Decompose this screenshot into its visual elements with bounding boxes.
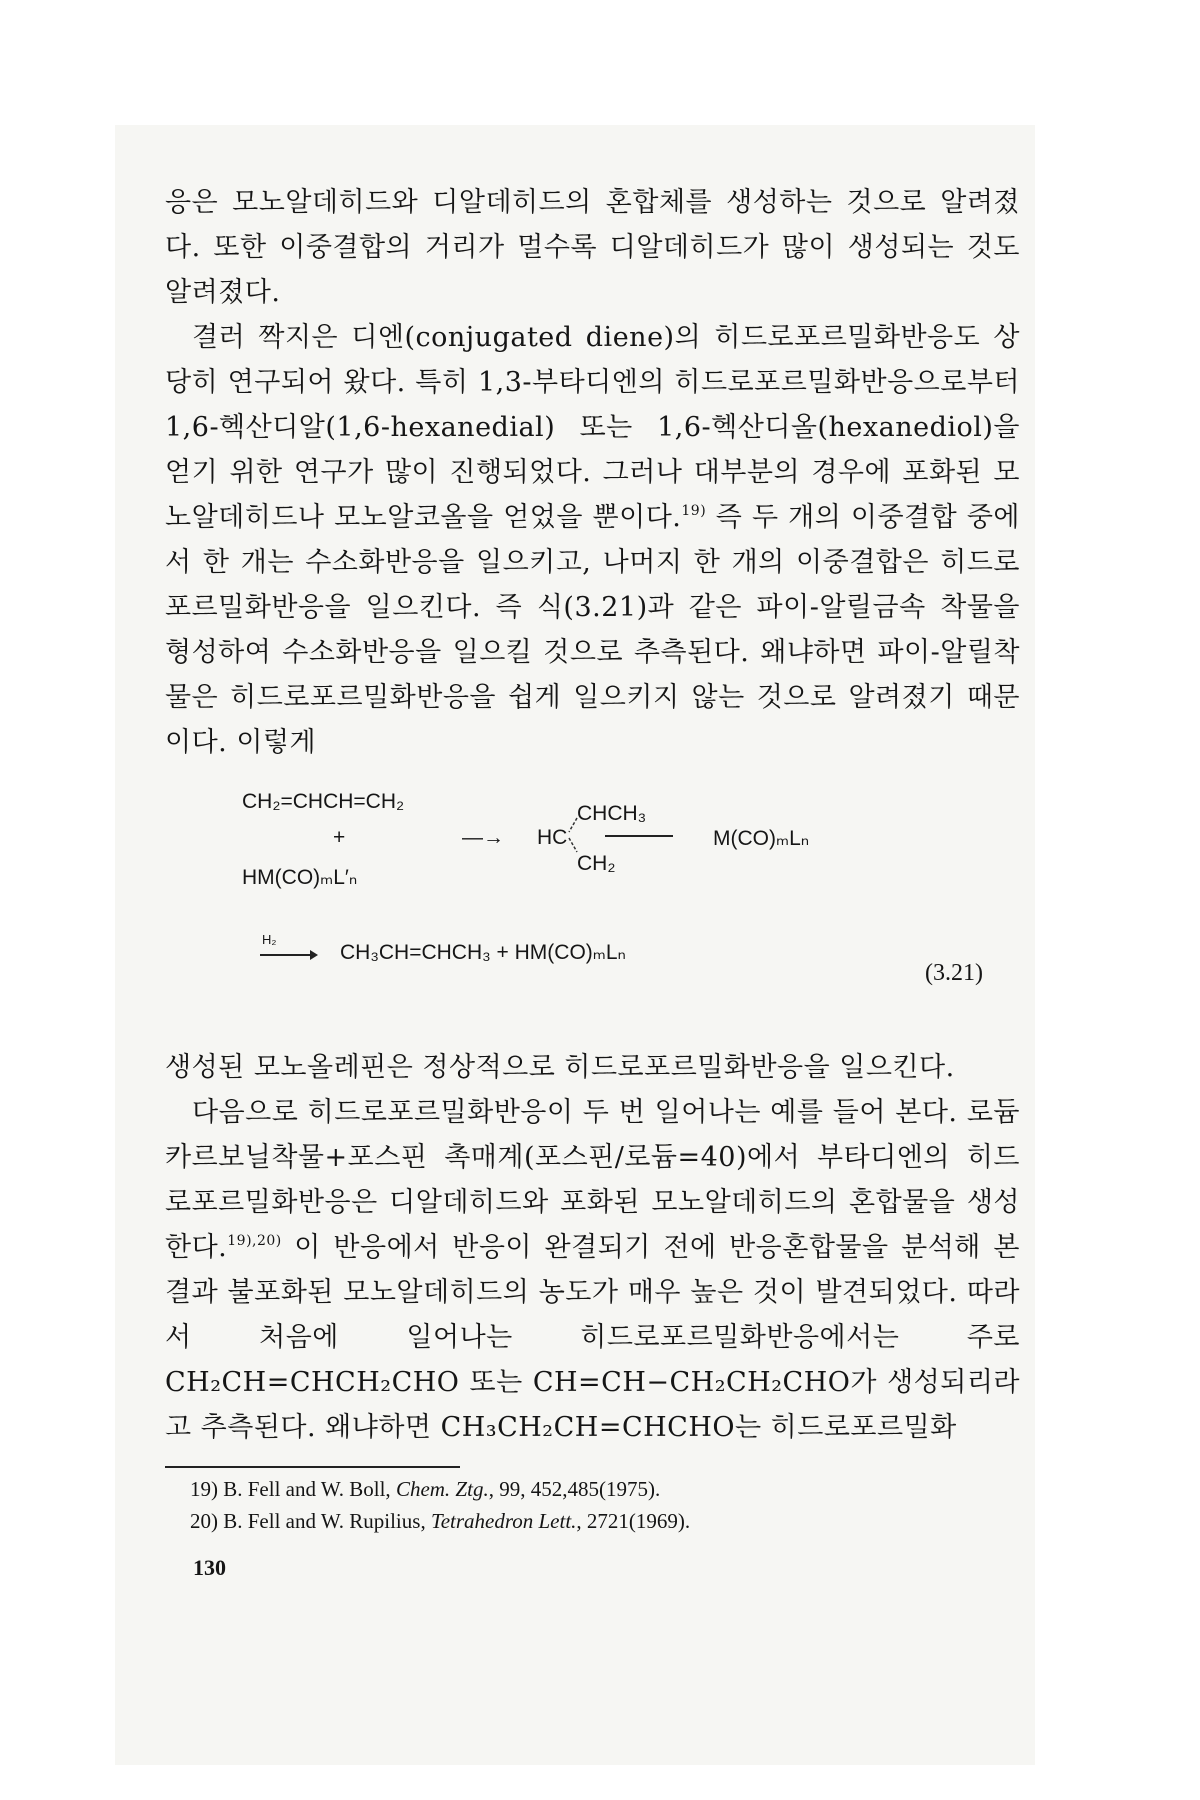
h2-arrow — [260, 948, 320, 962]
metal-fragment: M(CO)ₘLₙ — [713, 827, 810, 850]
equation-number: (3.21) — [925, 960, 983, 986]
ref-19-20: 19),20) — [227, 1233, 282, 1249]
p2-text-b: 즉 두 개의 이중결합 중에서 한 개는 수소화반응을 일으키고, 나머지 한 개의 이중결합은 히드로포르밀화반응을 일으킨다. 즉 식(3.21)과 같은 파이-알릴금속 착물을 형성하여 수소화반응을 일으킬 것으로 추측된다. 왜냐하면 파이-알릴착물은 히드로포르밀화반응을 쉽게 일으키지 않는 것으로 알려졌기 때문이다. 이렇게 — [165, 502, 1020, 758]
footnote-journal: Tetrahedron Lett. — [430, 1509, 577, 1533]
footnote-journal: Chem. Ztg. — [395, 1477, 489, 1501]
footnote-rest: , 2721(1969). — [576, 1509, 691, 1533]
footnote-authors: B. Fell and W. Boll, — [223, 1477, 396, 1501]
footnotes — [190, 1473, 1010, 1537]
lower-text — [165, 1045, 1020, 1450]
paragraph-4 — [165, 1090, 1020, 1450]
reaction-arrow: —→ — [462, 826, 504, 849]
footnote-authors: B. Fell and W. Rupilius, — [223, 1509, 431, 1533]
reactant-butadiene: CH₂=CHCH=CH₂ — [242, 790, 405, 813]
product-line: CH₃CH=CHCH₃ + HM(CO)ₘLₙ — [340, 941, 626, 964]
allyl-chchg: CHCH₃ — [577, 802, 647, 825]
footnote-rest: , 99, 452,485(1975). — [488, 1477, 661, 1501]
allyl-hc: HC — [537, 826, 568, 849]
h2-label: H₂ — [262, 932, 277, 947]
allyl-ch2: CH₂ — [577, 852, 616, 875]
page-number: 130 — [193, 1555, 226, 1580]
footnote-num: 20) — [190, 1509, 218, 1533]
allyl-bonds — [565, 812, 675, 862]
p2-text-a: 결러 짝지은 디엔(conjugated diene)의 히드로포르밀화반응도 상당히 연구되어 왔다. 특히 1,3-부타디엔의 히드로포르밀화반응으로부터 1,6-헥산디알(1,6-hexanedial) 또는 1,6-헥산디올(hexanediol)을 얻기 위한 연구가 많이 진행되었다. 그러나 대부분의 경우에 포화된 모노알데히드나 모노알코올을 얻었을 뿐이다. — [165, 322, 1020, 533]
footnote-19 — [190, 1473, 1010, 1505]
paragraph-2 — [165, 315, 1020, 765]
footnote-rule — [165, 1466, 460, 1468]
paragraph-3: 생성된 모노올레핀은 정상적으로 히드로포르밀화반응을 일으킨다. — [165, 1052, 955, 1083]
ref-19: 19) — [681, 503, 707, 519]
footnote-20 — [190, 1505, 1010, 1537]
paragraph-1: 응은 모노알데히드와 디알데히드의 혼합체를 생성하는 것으로 알려졌다. 또한 이중결합의 거리가 멀수록 디알데히드가 많이 생성되는 것도 알려졌다. — [165, 187, 1020, 308]
upper-text — [165, 180, 1020, 765]
footnote-num: 19) — [190, 1477, 218, 1501]
p4-text-a: 다음으로 히드로포르밀화반응이 두 번 일어나는 예를 들어 본다. 로듐카르보닐착물+포스핀 촉매계(포스핀/로듐=40)에서 부타디엔의 히드로포르밀화반응은 디알데히드와 포화된 모노알데히드의 혼합물을 생성한다. — [165, 1097, 1020, 1263]
p4-text-b: 이 반응에서 반응이 완결되기 전에 반응혼합물을 분석해 본 결과 불포화된 모노알데히드의 농도가 매우 높은 것이 발견되었다. 따라서 처음에 일어나는 히드로포르밀화반응에서는 주로 CH₂CH=CHCH₂CHO 또는 CH=CH−CH₂CH₂CHO가 생성되리라고 추측된다. 왜냐하면 CH₃CH₂CH=CHCHO는 히드로포르밀화 — [165, 1232, 1020, 1443]
reactant-metal-hydride: HM(CO)ₘL′ₙ — [242, 866, 358, 889]
plus-sign: + — [333, 826, 346, 849]
